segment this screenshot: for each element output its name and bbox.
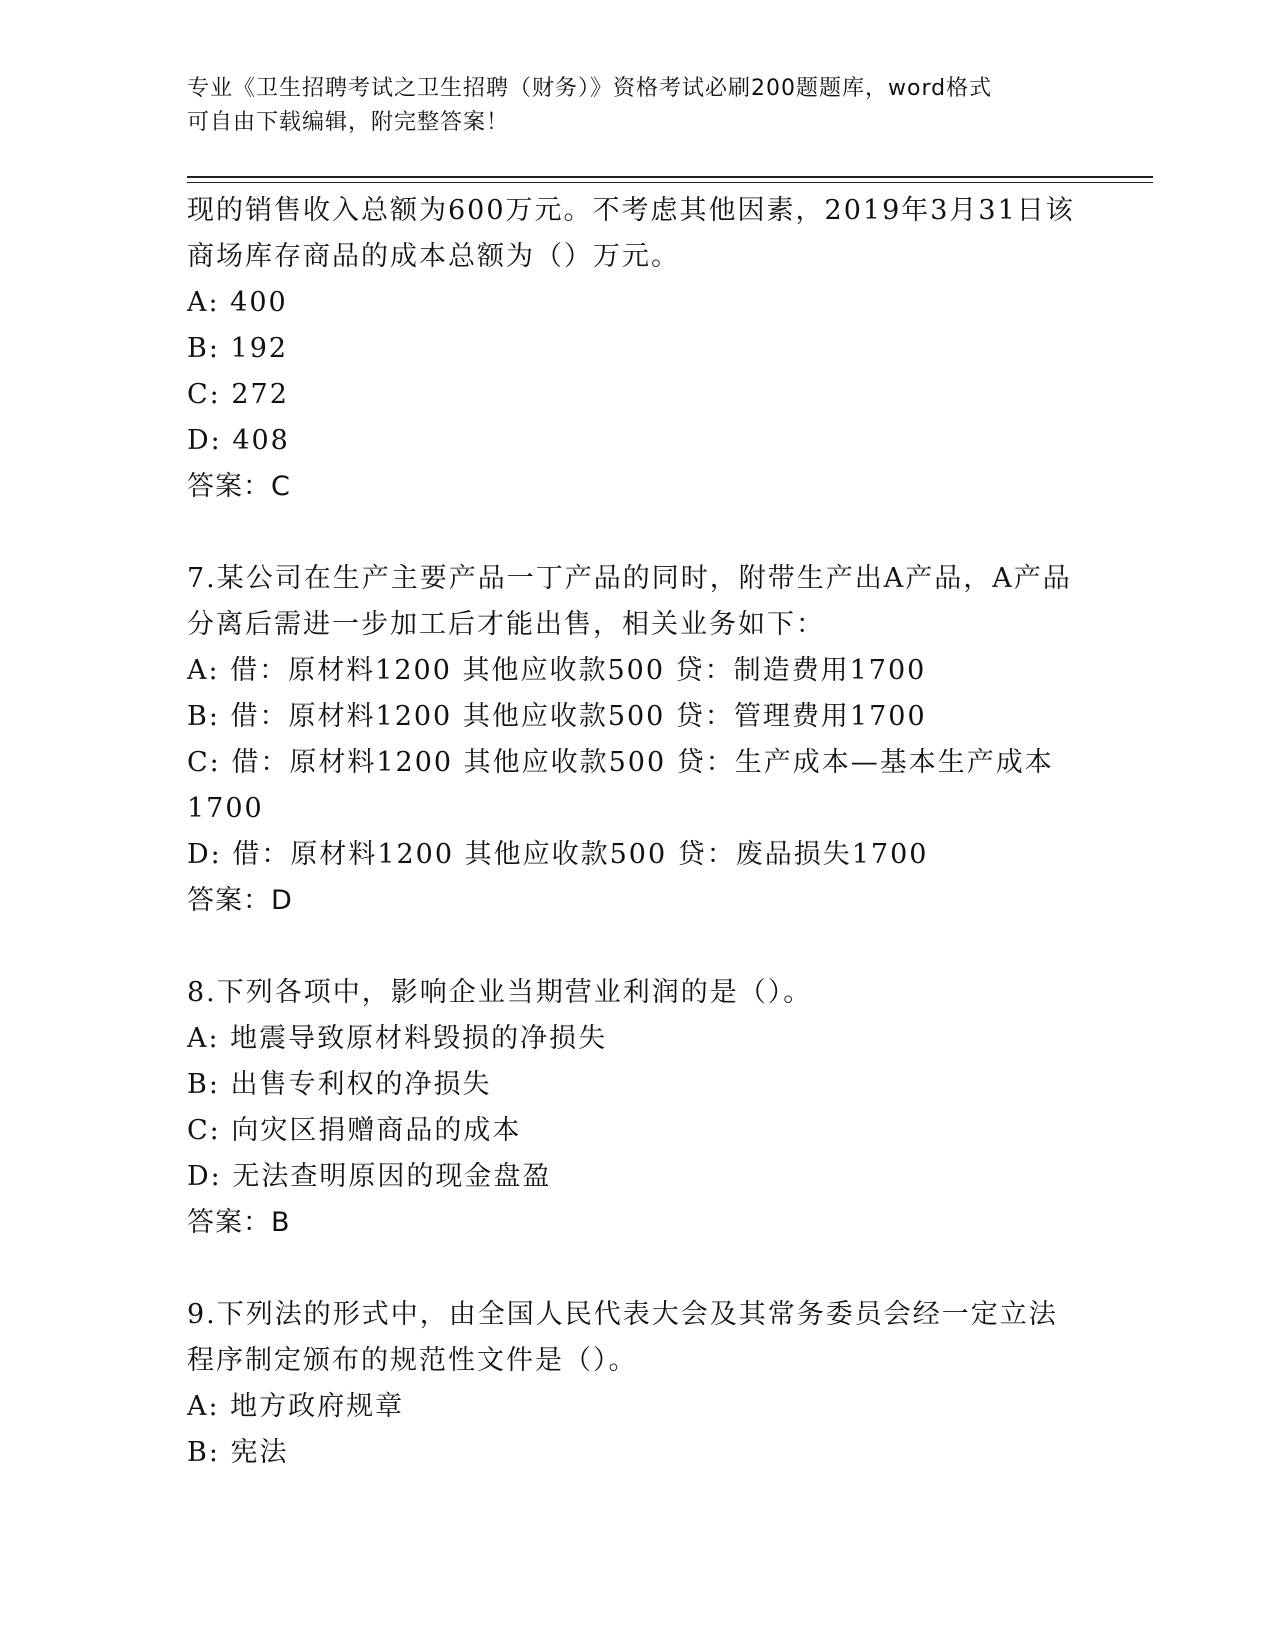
question-9 xyxy=(187,1292,1137,1476)
question-list xyxy=(187,188,1137,1476)
option-a: A: 借：原材料1200 其他应收款500 贷：制造费用1700 xyxy=(187,655,927,686)
question-6-continued xyxy=(187,188,1137,510)
option-d: D: 408 xyxy=(187,425,290,456)
option-b: B: 192 xyxy=(187,333,289,364)
option-b: B: 出售专利权的净损失 xyxy=(187,1069,492,1100)
spacer xyxy=(187,510,1137,556)
answer-line: 答案：B xyxy=(187,1207,291,1238)
header-line-2: 可自由下载编辑，附完整答案！ xyxy=(187,110,510,135)
question-8 xyxy=(187,970,1137,1246)
question-text-line: 8.下列各项中，影响企业当期营业利润的是（）。 xyxy=(187,977,813,1008)
spacer xyxy=(187,924,1137,970)
question-text-line: 商场库存商品的成本总额为（）万元。 xyxy=(187,241,680,272)
option-a: A: 地方政府规章 xyxy=(187,1391,405,1422)
question-text-line: 7.某公司在生产主要产品一丁产品的同时，附带生产出A产品，A产品 xyxy=(187,563,1072,594)
option-c: C: 272 xyxy=(187,379,289,410)
header-rule-thick xyxy=(187,176,1153,178)
answer-line: 答案：D xyxy=(187,885,293,916)
option-d: D: 无法查明原因的现金盘盈 xyxy=(187,1161,552,1192)
option-a: A: 400 xyxy=(187,287,288,318)
question-text-line: 9.下列法的形式中，由全国人民代表大会及其常务委员会经一定立法 xyxy=(187,1299,1058,1330)
question-text-line: 程序制定颁布的规范性文件是（）。 xyxy=(187,1345,638,1376)
option-b: B: 宪法 xyxy=(187,1437,289,1468)
option-c: C: 向灾区捐赠商品的成本 xyxy=(187,1115,522,1146)
header-line-1: 专业《卫生招聘考试之卫生招聘（财务）》资格考试必刷200题题库，word格式 xyxy=(187,76,993,101)
option-b: B: 借：原材料1200 其他应收款500 贷：管理费用1700 xyxy=(187,701,927,732)
option-c: C: 借：原材料1200 其他应收款500 贷：生产成本—基本生产成本 xyxy=(187,747,1054,778)
spacer xyxy=(187,1246,1137,1292)
option-a: A: 地震导致原材料毁损的净损失 xyxy=(187,1023,608,1054)
question-text-line: 分离后需进一步加工后才能出售，相关业务如下： xyxy=(187,609,825,640)
question-text-line: 现的销售收入总额为600万元。不考虑其他因素，2019年3月31日该 xyxy=(187,195,1075,226)
question-7 xyxy=(187,556,1137,924)
answer-line: 答案：C xyxy=(187,471,291,502)
option-c-continued: 1700 xyxy=(187,793,264,824)
option-d: D: 借：原材料1200 其他应收款500 贷：废品损失1700 xyxy=(187,839,929,870)
document-header xyxy=(187,72,1087,140)
header-rule-thin xyxy=(187,182,1153,183)
